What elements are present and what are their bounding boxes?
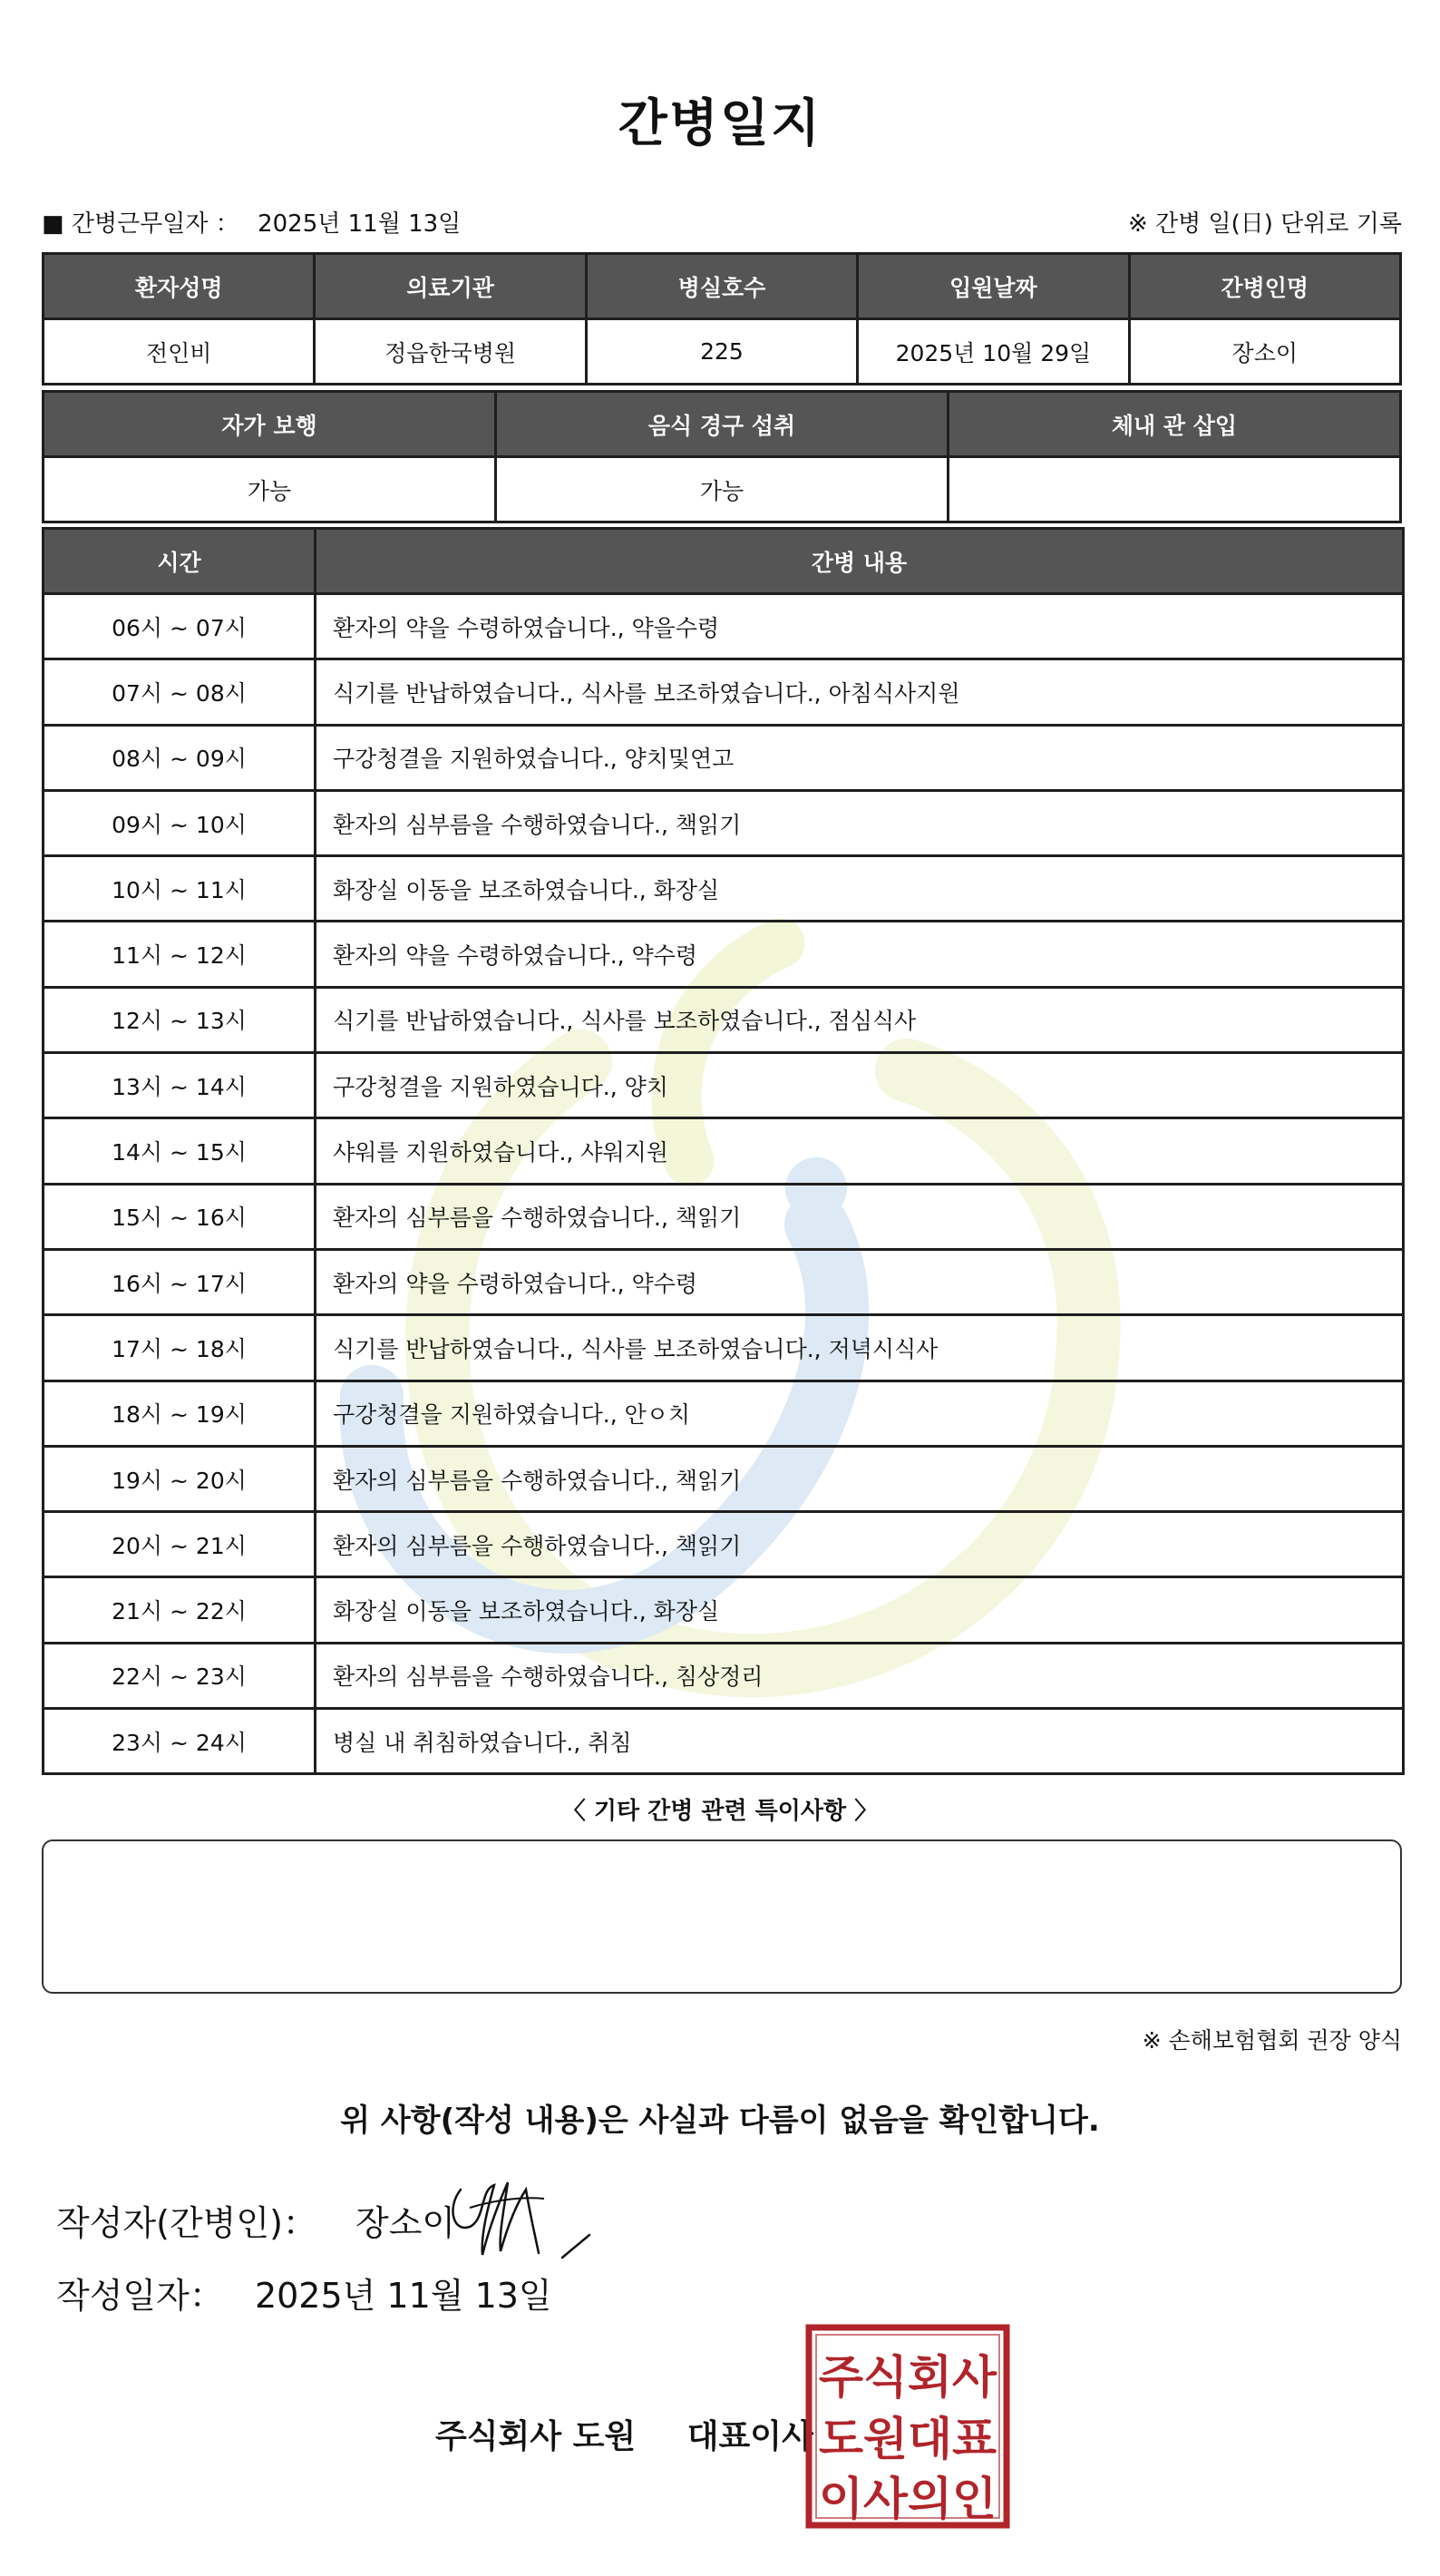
table-row	[44, 725, 1404, 790]
patient-info-header-row	[44, 254, 1401, 319]
hospital-name: 정읍한국병원	[315, 319, 586, 385]
writer-label: 작성자(간병인)：	[56, 2203, 317, 2243]
table-row	[44, 1709, 1404, 1774]
tube-insertion-value	[949, 457, 1401, 522]
header-hospital: 의료기관	[315, 254, 586, 319]
log-content: 화장실 이동을 보조하였습니다., 화장실	[316, 856, 1404, 922]
company-role: 대표이사	[686, 2418, 813, 2455]
header-patient-name: 환자성명	[44, 254, 315, 319]
confirmation-statement: 위 사항(작성 내용)은 사실과 다름이 없음을 확인합니다.	[340, 2103, 1100, 2139]
table-row	[44, 856, 1404, 922]
log-time: 15시 ~ 16시	[44, 1184, 316, 1249]
log-time: 09시 ~ 10시	[44, 790, 316, 855]
log-content: 샤워를 지원하였습니다., 샤워지원	[316, 1118, 1404, 1184]
patient-name: 전인비	[44, 319, 315, 385]
work-date-value: 2025년 11월 13일	[258, 210, 462, 238]
notes-title: 〈 기타 간병 관련 특이사항 〉	[561, 1798, 879, 1825]
admission-date: 2025년 10월 29일	[858, 319, 1129, 385]
log-time: 10시 ~ 11시	[44, 856, 316, 922]
log-content: 환자의 약을 수령하였습니다., 약수령	[316, 1249, 1404, 1314]
table-row	[44, 1643, 1404, 1708]
log-content: 환자의 심부름을 수행하였습니다., 책읽기	[316, 1512, 1404, 1577]
patient-info-table	[42, 252, 1402, 385]
header-time: 시간	[44, 529, 316, 594]
self-walking-value: 가능	[44, 457, 496, 522]
log-time: 14시 ~ 15시	[44, 1118, 316, 1184]
svg-text:도원대표: 도원대표	[819, 2413, 997, 2465]
log-time: 19시 ~ 20시	[44, 1446, 316, 1511]
header-room: 병실호수	[586, 254, 857, 319]
log-content: 환자의 심부름을 수행하였습니다., 침상정리	[316, 1643, 1404, 1708]
written-date-line	[56, 2268, 552, 2317]
caregiver-name: 장소이	[1129, 319, 1400, 385]
table-row	[44, 1577, 1404, 1643]
work-date	[42, 205, 461, 239]
header-care-content: 간병 내용	[316, 529, 1404, 594]
table-row	[44, 1315, 1404, 1381]
patient-status-header-row	[44, 392, 1401, 457]
writer-line	[56, 2195, 455, 2245]
log-content: 환자의 심부름을 수행하였습니다., 책읽기	[316, 790, 1404, 855]
log-time: 23시 ~ 24시	[44, 1709, 316, 1774]
work-date-label: ■ 간병근무일자 ：	[42, 210, 239, 238]
log-time: 11시 ~ 12시	[44, 922, 316, 987]
header-tube-insertion: 체내 관 삽입	[949, 392, 1401, 457]
log-content: 화장실 이동을 보조하였습니다., 화장실	[316, 1577, 1404, 1643]
table-row	[44, 594, 1404, 659]
unit-note: ※ 간병 일(日) 단위로 기록	[1127, 210, 1402, 238]
log-content: 식기를 반납하였습니다., 식사를 보조하였습니다., 저녁시식사	[316, 1315, 1404, 1381]
care-log-header-row	[44, 529, 1404, 594]
log-time: 21시 ~ 22시	[44, 1577, 316, 1643]
table-row	[44, 1184, 1404, 1249]
writer-name: 장소이	[355, 2203, 456, 2243]
log-content: 환자의 약을 수령하였습니다., 약수령	[316, 922, 1404, 987]
log-content: 식기를 반납하였습니다., 식사를 보조하였습니다., 점심식사	[316, 987, 1404, 1052]
oral-intake-value: 가능	[496, 457, 949, 522]
room-number: 225	[586, 319, 857, 385]
patient-status-value-row	[44, 457, 1401, 522]
company-signature-line	[435, 2411, 813, 2457]
svg-text:이사의인: 이사의인	[819, 2473, 997, 2525]
meta-row	[42, 205, 1402, 241]
log-content: 구강청결을 지원하였습니다., 안ㅇ치	[316, 1381, 1404, 1446]
log-time: 12시 ~ 13시	[44, 987, 316, 1052]
log-time: 13시 ~ 14시	[44, 1053, 316, 1118]
written-date-value: 2025년 11월 13일	[254, 2276, 552, 2316]
svg-text:주식회사: 주식회사	[819, 2351, 997, 2404]
log-content: 환자의 약을 수령하였습니다., 약을수령	[316, 594, 1404, 659]
company-seal-stamp	[805, 2324, 1010, 2529]
log-content: 환자의 심부름을 수행하였습니다., 책읽기	[316, 1446, 1404, 1511]
log-content: 환자의 심부름을 수행하였습니다., 책읽기	[316, 1184, 1404, 1249]
care-log-body	[44, 594, 1404, 1774]
table-row	[44, 659, 1404, 725]
table-row	[44, 1446, 1404, 1511]
table-row	[44, 987, 1404, 1052]
log-content: 식기를 반납하였습니다., 식사를 보조하였습니다., 아침식사지원	[316, 659, 1404, 725]
header-oral-intake: 음식 경구 섭취	[496, 392, 949, 457]
log-content: 병실 내 취침하였습니다., 취침	[316, 1709, 1404, 1774]
company-name: 주식회사 도원	[435, 2418, 637, 2455]
log-time: 16시 ~ 17시	[44, 1249, 316, 1314]
log-time: 08시 ~ 09시	[44, 725, 316, 790]
handwritten-signature	[444, 2171, 598, 2262]
association-note: ※ 손해보험협회 권장 양식	[1142, 2027, 1402, 2054]
log-time: 06시 ~ 07시	[44, 594, 316, 659]
table-row	[44, 922, 1404, 987]
table-row	[44, 1512, 1404, 1577]
header-caregiver-name: 간병인명	[1129, 254, 1400, 319]
written-date-label: 작성일자：	[56, 2276, 224, 2316]
notes-box	[42, 1839, 1402, 1994]
log-content: 구강청결을 지원하였습니다., 양치및연고	[316, 725, 1404, 790]
header-self-walking: 자가 보행	[44, 392, 496, 457]
table-row	[44, 1249, 1404, 1314]
log-time: 17시 ~ 18시	[44, 1315, 316, 1381]
log-content: 구강청결을 지원하였습니다., 양치	[316, 1053, 1404, 1118]
log-time: 20시 ~ 21시	[44, 1512, 316, 1577]
log-time: 22시 ~ 23시	[44, 1643, 316, 1708]
table-row	[44, 1053, 1404, 1118]
care-log-table	[42, 527, 1405, 1775]
header-admission-date: 입원날짜	[858, 254, 1129, 319]
table-row	[44, 790, 1404, 855]
table-row	[44, 1381, 1404, 1446]
patient-info-value-row	[44, 319, 1401, 385]
patient-status-table	[42, 390, 1402, 523]
log-time: 18시 ~ 19시	[44, 1381, 316, 1446]
document-title: 간병일지	[618, 94, 822, 153]
table-row	[44, 1118, 1404, 1184]
log-time: 07시 ~ 08시	[44, 659, 316, 725]
